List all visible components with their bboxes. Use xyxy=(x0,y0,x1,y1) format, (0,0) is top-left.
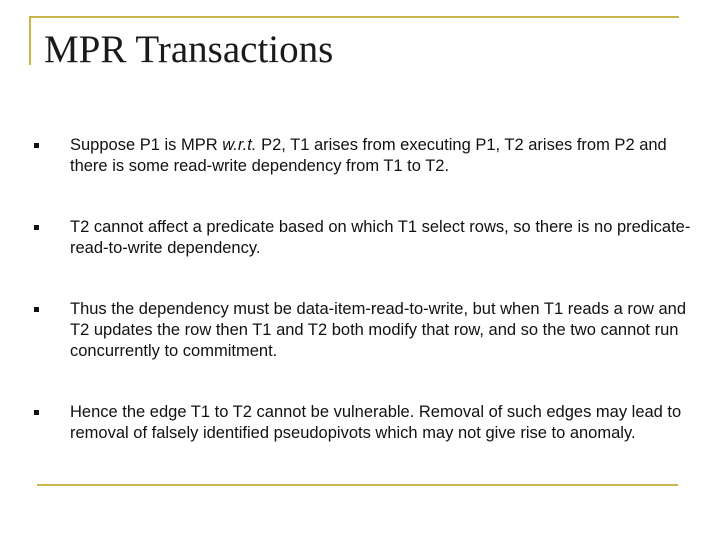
footer-rule xyxy=(37,484,678,486)
title-horizontal-rule xyxy=(29,16,679,18)
square-bullet-icon xyxy=(34,143,39,148)
bullet-text-1: Suppose P1 is MPR w.r.t. P2, T1 arises from executing P1, T2 arises from P2 and there is some read-write dependency from T1 to T2. xyxy=(70,136,667,175)
bullet-item-4 xyxy=(34,402,694,444)
bullet-text-3: Thus the dependency must be data-item-read-to-write, but when T1 reads a row and T2 updates the row then T1 and T2 both modify that row, and so the two cannot run concurrently to commitment. xyxy=(70,300,687,360)
square-bullet-icon xyxy=(34,410,39,415)
square-bullet-icon xyxy=(34,307,39,312)
bullet-text-4: Hence the edge T1 to T2 cannot be vulnerable. Removal of such edges may lead to removal of falsely identified pseudopivots which may not give rise to anomaly. xyxy=(70,403,682,442)
bullet-list xyxy=(34,135,694,444)
square-bullet-icon xyxy=(34,225,39,230)
title-vertical-rule xyxy=(29,16,31,65)
bullet-item-1 xyxy=(34,135,694,177)
bullet-item-3 xyxy=(34,299,694,362)
bullet-text-2: T2 cannot affect a predicate based on which T1 select rows, so there is no predicate-read-to-write dependency. xyxy=(70,218,691,257)
slide-title: MPR Transactions xyxy=(44,28,334,71)
bullet-item-2 xyxy=(34,217,694,259)
